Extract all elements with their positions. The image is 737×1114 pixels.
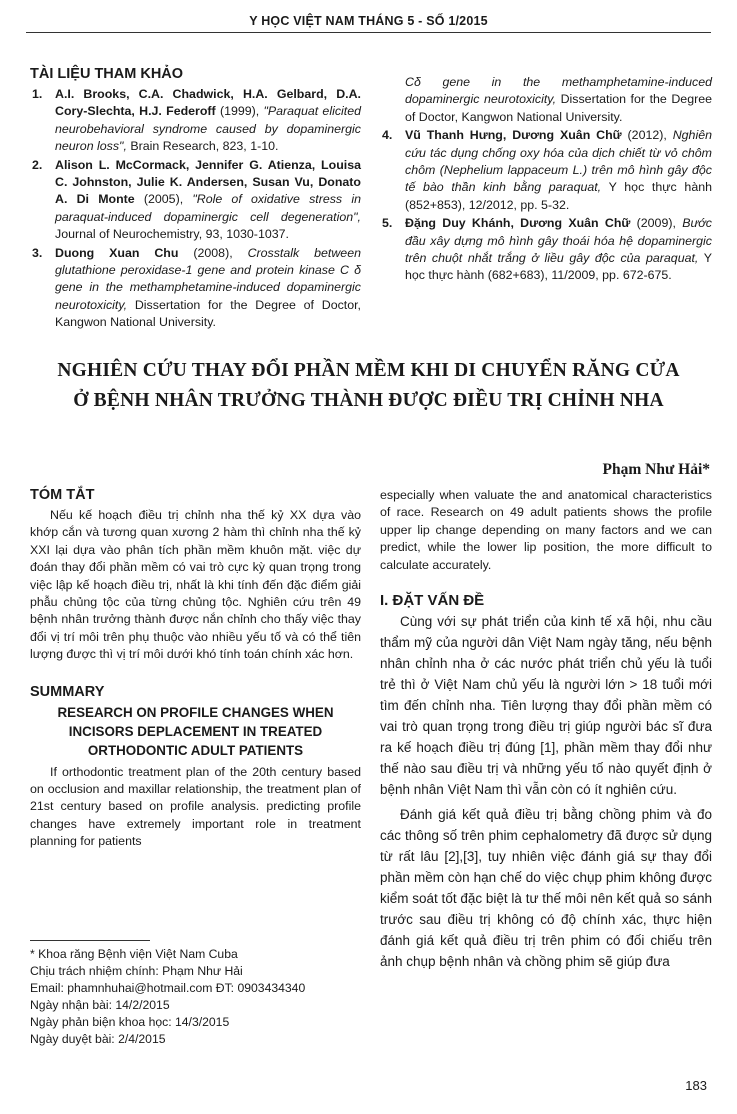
section1-paragraph: Cùng với sự phát triển của kinh tế xã hội, nhu cầu thẩm mỹ của người dân Việt Nam ngày tăng, nếu bệnh nhân chỉnh nha ở các nước phát triển chủ yếu là tuổi trẻ thì ở Việt Nam chủ yếu là người lớn > 18 tuổi mới tìm đến chỉnh nha. Tiên lượng thay đổi phần mềm có vai trò quan trọng trong điều trị giúp người bác sĩ đưa ra kế hoạch điều trị đúng [1], phần mềm thay đổi như thế nào sau điều trị và những yếu tố nào quyết định ở bệnh nhân Việt Nam thì vẫn còn có ít nghiên cứu. — [380, 614, 712, 798]
title-line: NGHIÊN CỨU THAY ĐỔI PHẦN MỀM KHI DI CHUYỂN RĂNG CỬA — [57, 360, 680, 381]
section1-heading: I. ĐẶT VẤN ĐỀ — [380, 592, 485, 610]
body-right — [380, 487, 712, 972]
references-heading: TÀI LIỆU THAM KHẢO — [30, 66, 184, 82]
summary-heading: SUMMARY — [30, 683, 105, 700]
author-name: Phạm Như Hải* — [602, 461, 710, 478]
summary-text-right: especially when valuate the and anatomical characteristics of race. Research on 49 adult patients shows the profile upper lip change depending on many factors and we can predict, while the lower lip position, the more difficult to calculate accurately. — [380, 488, 712, 572]
reference-item: 4. Vũ Thanh Hưng, Dương Xuân Chữ (2012), Nghiên cứu tác dụng chống oxy hóa của dịch chiết từ vỏ chôm chôm (Nephelium lappaceum L.) trên mô hình gây độc tế bào thần kinh bằng paraquat, Y học thực hành (852+853), 12/2012, pp. 5-32. — [382, 128, 712, 212]
reference-item: 1. A.I. Brooks, C.A. Chadwick, H.A. Gelbard, D.A. Cory-Slechta, H.J. Federoff (1999), "Paraquat elicited neurobehavioral syndrome caused by dopaminergic neuron loss", Brain Research, 823, 1-10. — [32, 87, 362, 154]
article-title — [20, 356, 717, 416]
footnote-rule — [30, 940, 150, 941]
abstract-left — [30, 487, 361, 851]
reference-item: 3. Duong Xuan Chu (2008), Crosstalk between glutathione peroxidase-1 gene and protein kinase C δ gene in the methamphetamine-induced dopaminergic neurotoxicity, Dissertation for the Degree of Doctor, Kangwon National University. — [32, 245, 361, 330]
reference-item: 5. Đặng Duy Khánh, Dương Xuân Chữ (2009), Bước đầu xây dựng mô hình gây thoái hóa hệ dopaminergic trên chuột nhắt trắng ở liều gây độc của paraquat, Y học thực hành (682+683), 11/2009, pp. 672-675. — [382, 216, 713, 283]
tomtat-heading: TÓM TẮT — [30, 487, 95, 503]
reference-item: 2. Alison L. McCormack, Jennifer G. Atienza, Louisa C. Johnston, Julie K. Andersen, Susan Vu, Donato A. Di Monte (2005), "Role of oxidative stress in paraquat-induced dopaminergic cell degeneration", Journal of Neurochemistry, 93, 1030-1037. — [32, 157, 361, 242]
references-right — [380, 74, 712, 286]
summary-subtitle: RESEARCH ON PROFILE CHANGES WHEN INCISORS DEPLACEMENT IN TREATED ORTHODONTIC ADULT PATIENTS — [57, 704, 334, 758]
reference-item: Cδ gene in the methamphetamine-induced dopaminergic neurotoxicity, Dissertation for the Degree of Doctor, Kangwon National University. — [405, 75, 712, 124]
summary-text-left: If orthodontic treatment plan of the 20th century based on occlusion and maxillar relationship, the treatment plan of 21st century based on profile analysis. predicting profile changes have extremely important role in treatment planning for patients — [30, 764, 361, 849]
running-header: Y HỌC VIỆT NAM THÁNG 5 - SỐ 1/2015 — [26, 10, 711, 33]
references-left — [30, 66, 362, 330]
title-line: Ở BỆNH NHÂN TRƯỞNG THÀNH ĐƯỢC ĐIỀU TRỊ CHỈNH NHA — [73, 390, 664, 411]
section1-paragraph: Đánh giá kết quả điều trị bằng chồng phim và đo các thông số trên phim cephalometry đã được sử dụng từ rất lâu [2],[3], tuy nhiên việc đánh giá sự thay đổi phần mềm còn hạn chế do việc chụp phim không được kiểm soát tốt đặc biệt là tư thế môi nên kết quả so sánh trước sau điều trị không có độ chính xác, thực hiện đánh giá kết quả điều trị trên phim có đối chiếu trên ảnh chụp bệnh nhân và chồng phim sẽ giúp đưa — [380, 807, 712, 970]
footnote: * Khoa răng Bệnh viện Việt Nam Cuba Chịu trách nhiệm chính: Phạm Như Hải Email: phamnhuhai@hotmail.com ĐT: 0903434340 Ngày nhận bài: 14/2/2015 Ngày phản biện khoa học: 14/3/2015 Ngày duyệt bài: 2/4/2015 — [30, 947, 306, 1046]
tomtat-text: Nếu kế hoạch điều trị chỉnh nha thế kỷ XX dựa vào khớp cắn và tương quan xương 2 hàm thì chỉnh nha thế kỷ XXI lại dựa vào phân tích phần mềm khuôn mặt. việc dự đoán thay đổi phần mềm có vai trò cực kỳ quan trọng trong việc lập kế hoạch điều trị, nhất là khi tính đến đặc điểm giải phẫu chủng tộc của từng chủng tộc. Nghiên cứu trên 49 bệnh nhân trưởng thành được nắn chỉnh cho thấy việc thay đổi vị trí môi trên phụ thuộc vào nhiều yếu tố và có thể tiên lượng được thì vị trí môi dưới khó tính toán chính xác hơn. — [30, 508, 361, 662]
page-number: 183 — [685, 1078, 707, 1093]
